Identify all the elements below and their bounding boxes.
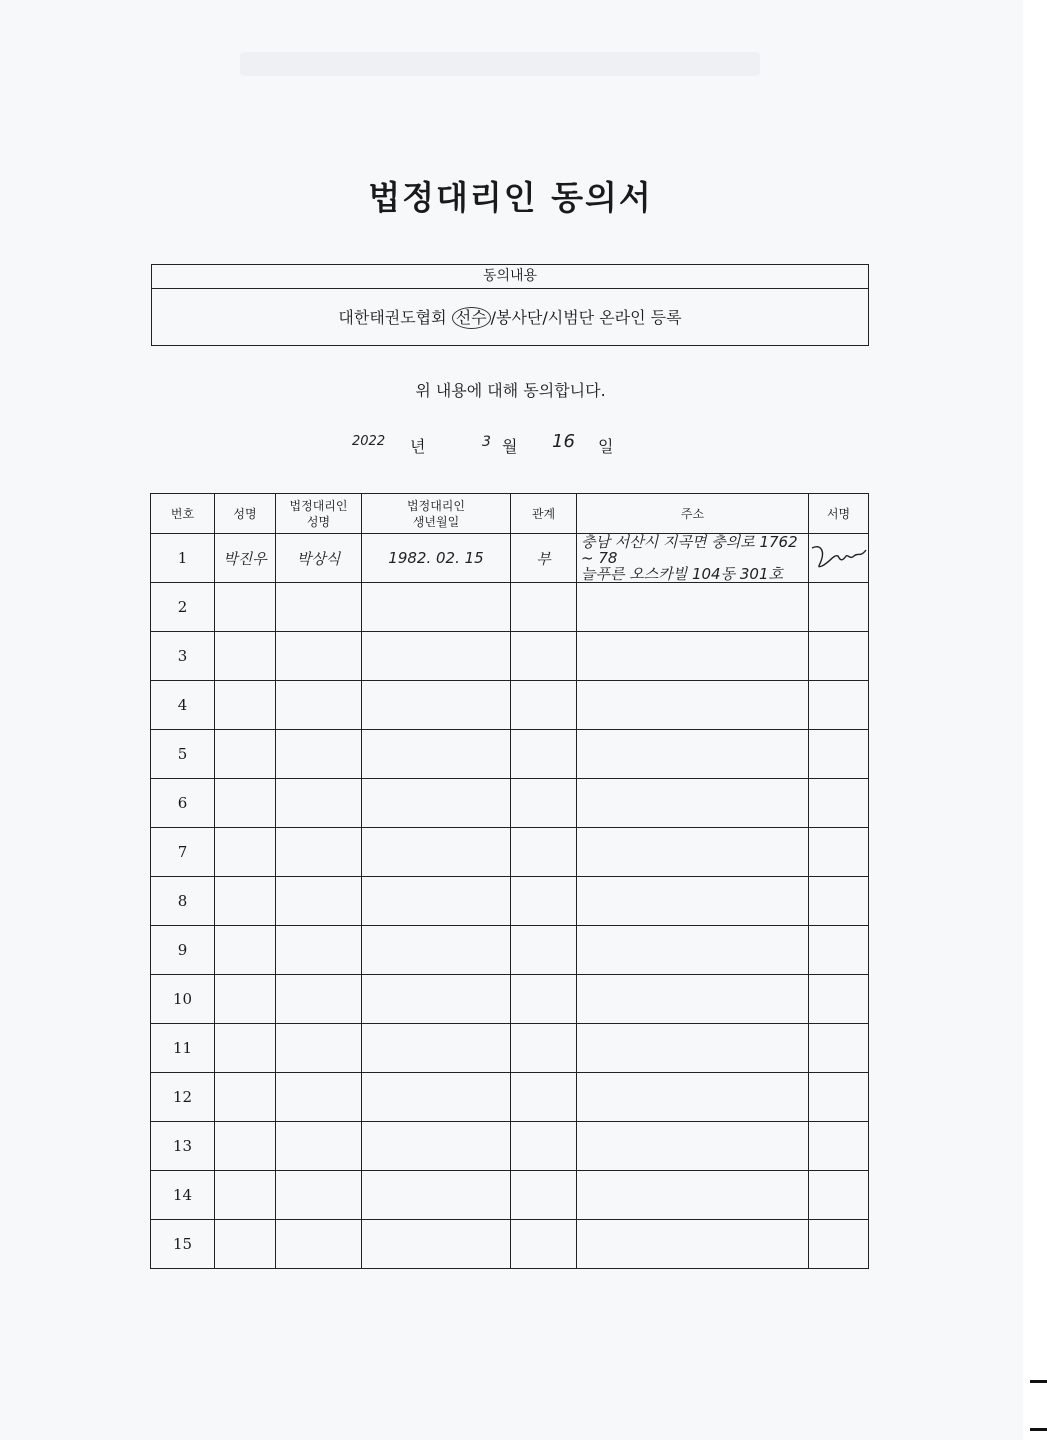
row-number: 10 <box>151 975 215 1024</box>
signature-cell <box>809 1122 869 1171</box>
guardian-birth <box>362 681 511 730</box>
row-number: 6 <box>151 779 215 828</box>
address <box>577 1122 809 1171</box>
table-row <box>151 877 869 926</box>
applicant-name <box>215 828 276 877</box>
relation <box>511 975 577 1024</box>
guardian-name <box>276 1220 362 1269</box>
signature-cell <box>809 1024 869 1073</box>
applicant-name <box>215 1122 276 1171</box>
row-number: 7 <box>151 828 215 877</box>
relation <box>511 926 577 975</box>
row-number: 11 <box>151 1024 215 1073</box>
signature-cell <box>809 828 869 877</box>
address <box>577 632 809 681</box>
scan-edge <box>1023 0 1047 1440</box>
signature-cell <box>809 534 869 583</box>
relation <box>511 877 577 926</box>
header-guardian-birth: 법정대리인 생년월일 <box>362 494 511 534</box>
guardian-name <box>276 779 362 828</box>
row-number: 4 <box>151 681 215 730</box>
date-month: 3 <box>482 434 491 450</box>
table-row <box>151 681 869 730</box>
relation <box>511 779 577 828</box>
table-row <box>151 730 869 779</box>
guardian-name <box>276 583 362 632</box>
guardian-name <box>276 1073 362 1122</box>
relation <box>511 730 577 779</box>
relation: 부 <box>511 534 577 583</box>
address <box>577 975 809 1024</box>
row-number: 12 <box>151 1073 215 1122</box>
applicant-name <box>215 877 276 926</box>
address <box>577 534 809 583</box>
address <box>577 1171 809 1220</box>
signature-cell <box>809 583 869 632</box>
signature-cell <box>809 926 869 975</box>
guardian-birth <box>362 730 511 779</box>
guardian-name <box>276 1171 362 1220</box>
address-line: 늘푸른 오스카빌 104동 301호 <box>581 565 783 583</box>
handwritten-signature <box>810 536 868 576</box>
guardian-birth <box>362 1024 511 1073</box>
table-row <box>151 926 869 975</box>
address-line: 충남 서산시 지곡면 충의로 1762 ~ 78 <box>581 533 798 567</box>
guardian-birth <box>362 926 511 975</box>
signature-cell <box>809 632 869 681</box>
agreement-text: 위 내용에 대해 동의합니다. <box>415 381 606 400</box>
table-row <box>151 975 869 1024</box>
row-number: 15 <box>151 1220 215 1269</box>
guardian-name <box>276 1122 362 1171</box>
guardian-birth <box>362 779 511 828</box>
guardian-birth <box>362 1122 511 1171</box>
relation <box>511 1024 577 1073</box>
row-number: 5 <box>151 730 215 779</box>
table-row <box>151 1073 869 1122</box>
address <box>577 828 809 877</box>
applicant-name <box>215 632 276 681</box>
row-number: 2 <box>151 583 215 632</box>
applicant-name <box>215 583 276 632</box>
row-number: 9 <box>151 926 215 975</box>
page-title: 법정대리인 동의서 <box>368 178 653 217</box>
date-row <box>0 430 1021 460</box>
address <box>577 681 809 730</box>
row-number: 8 <box>151 877 215 926</box>
header-number: 번호 <box>151 494 215 534</box>
applicant-name <box>215 1171 276 1220</box>
table-row <box>151 583 869 632</box>
date-year: 2022 <box>352 434 386 449</box>
address <box>577 1024 809 1073</box>
guardian-birth <box>362 632 511 681</box>
header-signature: 서명 <box>809 494 869 534</box>
row-number: 13 <box>151 1122 215 1171</box>
table-row <box>151 828 869 877</box>
address <box>577 877 809 926</box>
date-day: 16 <box>552 431 575 452</box>
guardian-birth <box>362 975 511 1024</box>
header-guardian-name: 법정대리인 성명 <box>276 494 362 534</box>
guardian-name <box>276 975 362 1024</box>
circled-option: 선수 <box>452 307 491 329</box>
faint-background-text <box>240 52 760 76</box>
address <box>577 730 809 779</box>
guardian-birth <box>362 828 511 877</box>
relation <box>511 583 577 632</box>
guardian-name <box>276 681 362 730</box>
consent-body <box>152 289 868 346</box>
guardian-name <box>276 877 362 926</box>
guardian-birth <box>362 1073 511 1122</box>
guardian-birth <box>362 877 511 926</box>
table-row <box>151 1024 869 1073</box>
table-row <box>151 632 869 681</box>
table-row <box>151 1122 869 1171</box>
guardian-name <box>276 1024 362 1073</box>
signature-cell <box>809 681 869 730</box>
row-number: 14 <box>151 1171 215 1220</box>
signature-cell <box>809 877 869 926</box>
consent-box <box>151 264 869 346</box>
header-address: 주소 <box>577 494 809 534</box>
relation <box>511 828 577 877</box>
header-relation: 관계 <box>511 494 577 534</box>
table-row <box>151 1220 869 1269</box>
applicant-name <box>215 779 276 828</box>
relation <box>511 632 577 681</box>
relation <box>511 1171 577 1220</box>
signature-cell <box>809 1073 869 1122</box>
applicant-name <box>215 926 276 975</box>
consent-suffix: /봉사단/시범단 온라인 등록 <box>490 308 682 327</box>
address <box>577 583 809 632</box>
guardian-name <box>276 926 362 975</box>
guardian-name <box>276 828 362 877</box>
address <box>577 779 809 828</box>
scan-mark <box>1030 1428 1047 1431</box>
date-day-unit: 일 <box>598 437 614 456</box>
relation <box>511 1220 577 1269</box>
applicant-name <box>215 730 276 779</box>
header-name: 성명 <box>215 494 276 534</box>
relation <box>511 1122 577 1171</box>
signature-cell <box>809 1171 869 1220</box>
applicant-name <box>215 681 276 730</box>
consent-header: 동의내용 <box>152 265 868 289</box>
address <box>577 1220 809 1269</box>
address <box>577 926 809 975</box>
table-row <box>151 779 869 828</box>
row-number: 1 <box>151 534 215 583</box>
applicant-name <box>215 1073 276 1122</box>
guardian-birth <box>362 1171 511 1220</box>
guardian-birth <box>362 1220 511 1269</box>
signature-cell <box>809 730 869 779</box>
guardian-name <box>276 730 362 779</box>
applicant-name <box>215 1220 276 1269</box>
guardian-name: 박상식 <box>276 534 362 583</box>
guardian-table <box>150 493 869 1269</box>
applicant-name <box>215 1024 276 1073</box>
table-row <box>151 1171 869 1220</box>
signature-cell <box>809 975 869 1024</box>
guardian-birth <box>362 583 511 632</box>
signature-cell <box>809 779 869 828</box>
applicant-name <box>215 975 276 1024</box>
table-header-row <box>151 494 869 534</box>
table-row <box>151 534 869 583</box>
guardian-birth: 1982. 02. 15 <box>362 534 511 583</box>
applicant-name: 박진우 <box>215 534 276 583</box>
date-month-unit: 월 <box>502 437 518 456</box>
relation <box>511 681 577 730</box>
scan-mark <box>1030 1380 1047 1383</box>
row-number: 3 <box>151 632 215 681</box>
signature-cell <box>809 1220 869 1269</box>
relation <box>511 1073 577 1122</box>
date-year-unit: 년 <box>410 437 426 456</box>
consent-prefix: 대한태권도협회 <box>338 308 452 327</box>
address <box>577 1073 809 1122</box>
guardian-name <box>276 632 362 681</box>
